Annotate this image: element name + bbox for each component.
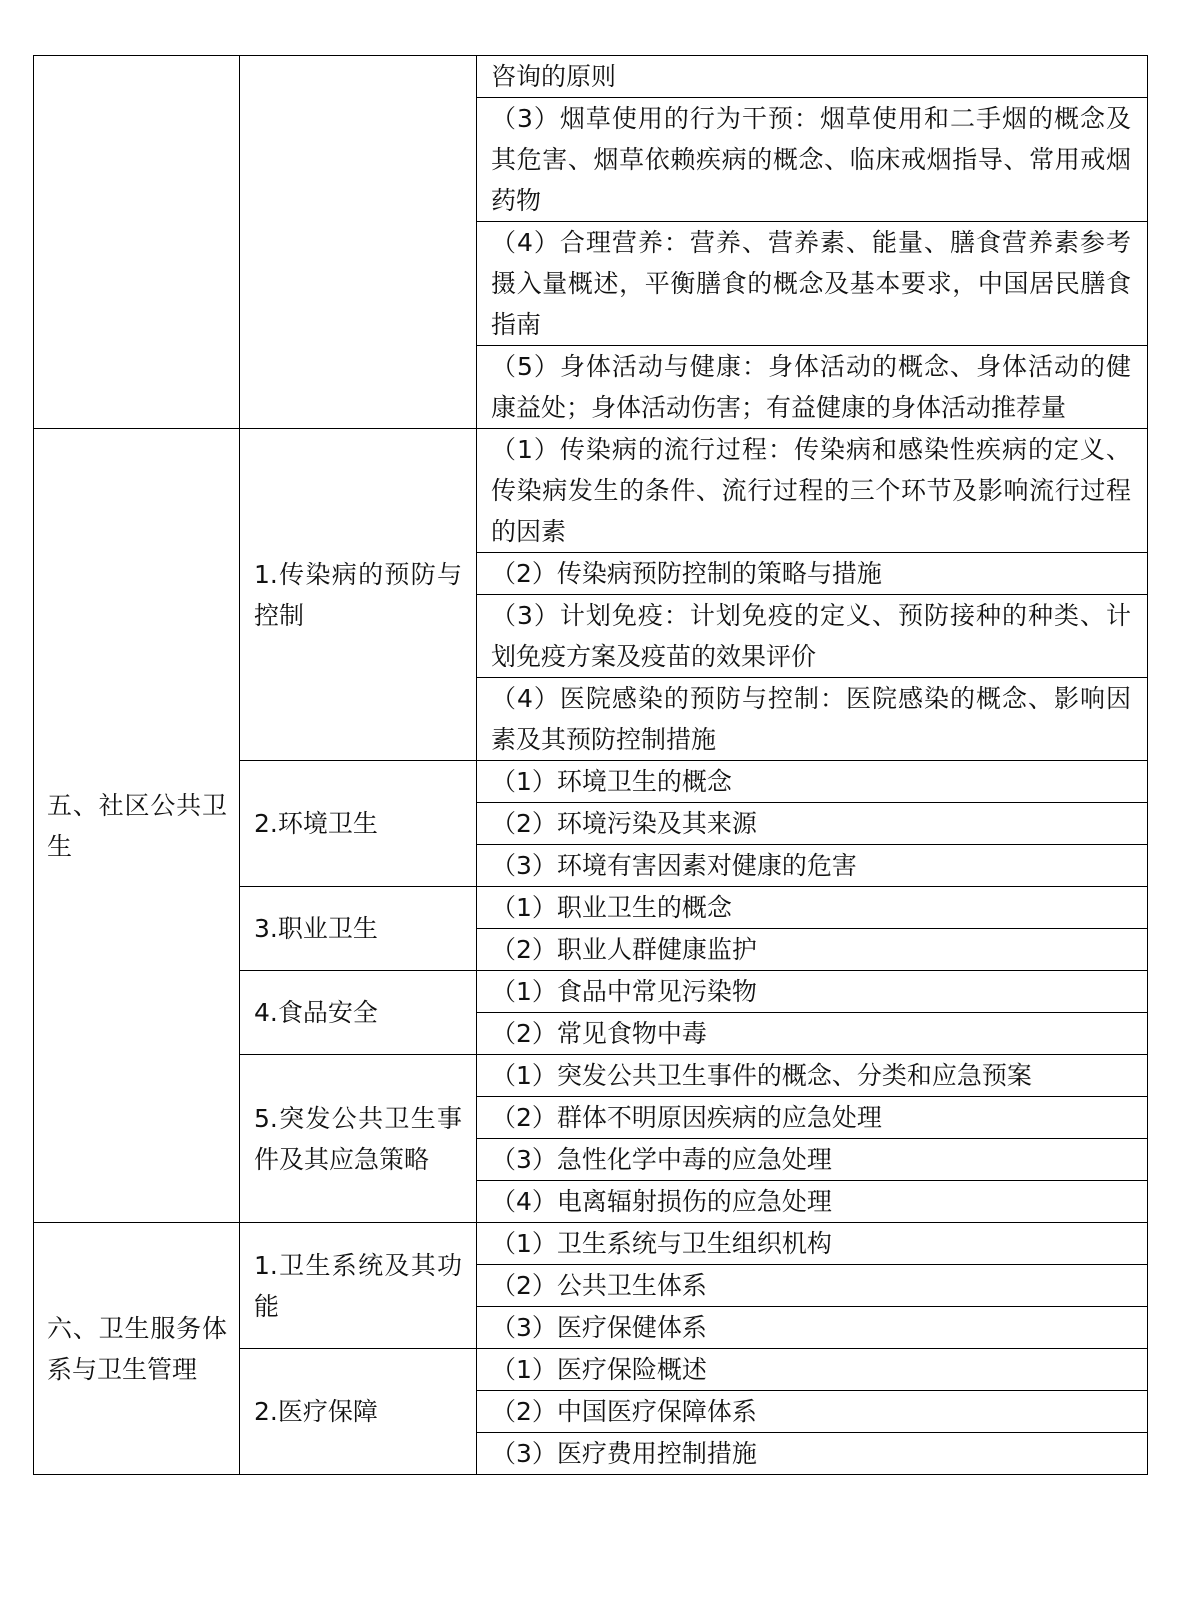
content-item-cell: （1）医疗保险概述 bbox=[477, 1349, 1148, 1391]
content-item-cell: （4）医院感染的预防与控制：医院感染的概念、影响因素及其预防控制措施 bbox=[477, 678, 1148, 761]
topic-title-cell: 3.职业卫生 bbox=[240, 887, 477, 971]
content-item-cell: （3）医疗保健体系 bbox=[477, 1307, 1148, 1349]
content-item-cell: （1）卫生系统与卫生组织机构 bbox=[477, 1223, 1148, 1265]
content-item-cell: （2）公共卫生体系 bbox=[477, 1265, 1148, 1307]
content-item-cell: （1）传染病的流行过程：传染病和感染性疾病的定义、传染病发生的条件、流行过程的三个环节及影响流行过程的因素 bbox=[477, 429, 1148, 553]
topic-title-cell: 1.卫生系统及其功能 bbox=[240, 1223, 477, 1349]
content-item-cell: （1）突发公共卫生事件的概念、分类和应急预案 bbox=[477, 1055, 1148, 1097]
content-item-cell: （2）常见食物中毒 bbox=[477, 1013, 1148, 1055]
topic-title-cell: 2.环境卫生 bbox=[240, 761, 477, 887]
content-item-cell: （2）中国医疗保障体系 bbox=[477, 1391, 1148, 1433]
content-item-cell: （4）合理营养：营养、营养素、能量、膳食营养素参考摄入量概述，平衡膳食的概念及基本要求，中国居民膳食指南 bbox=[477, 222, 1148, 346]
section-title-cell: 五、社区公共卫生 bbox=[34, 429, 240, 1223]
content-item-cell: 咨询的原则 bbox=[477, 56, 1148, 98]
syllabus-table bbox=[33, 55, 1148, 1475]
table-row bbox=[34, 1223, 1148, 1265]
content-item-cell: （4）电离辐射损伤的应急处理 bbox=[477, 1181, 1148, 1223]
table-row bbox=[34, 429, 1148, 553]
content-item-cell: （5）身体活动与健康：身体活动的概念、身体活动的健康益处；身体活动伤害；有益健康的身体活动推荐量 bbox=[477, 346, 1148, 429]
topic-title-cell: 5.突发公共卫生事件及其应急策略 bbox=[240, 1055, 477, 1223]
content-item-cell: （3）计划免疫：计划免疫的定义、预防接种的种类、计划免疫方案及疫苗的效果评价 bbox=[477, 595, 1148, 678]
content-item-cell: （2）传染病预防控制的策略与措施 bbox=[477, 553, 1148, 595]
content-item-cell: （2）职业人群健康监护 bbox=[477, 929, 1148, 971]
content-item-cell: （3）烟草使用的行为干预：烟草使用和二手烟的概念及其危害、烟草依赖疾病的概念、临床戒烟指导、常用戒烟药物 bbox=[477, 98, 1148, 222]
content-item-cell: （1）职业卫生的概念 bbox=[477, 887, 1148, 929]
content-item-cell: （3）环境有害因素对健康的危害 bbox=[477, 845, 1148, 887]
content-item-cell: （2）环境污染及其来源 bbox=[477, 803, 1148, 845]
syllabus-table-body bbox=[34, 56, 1148, 1475]
content-item-cell: （2）群体不明原因疾病的应急处理 bbox=[477, 1097, 1148, 1139]
section-title-cell: 六、卫生服务体系与卫生管理 bbox=[34, 1223, 240, 1475]
content-item-cell: （3）医疗费用控制措施 bbox=[477, 1433, 1148, 1475]
topic-title-cell: 1.传染病的预防与控制 bbox=[240, 429, 477, 761]
topic-title-cell: 4.食品安全 bbox=[240, 971, 477, 1055]
content-item-cell: （1）环境卫生的概念 bbox=[477, 761, 1148, 803]
section-title-cell bbox=[34, 56, 240, 429]
topic-title-cell bbox=[240, 56, 477, 429]
content-item-cell: （3）急性化学中毒的应急处理 bbox=[477, 1139, 1148, 1181]
content-item-cell: （1）食品中常见污染物 bbox=[477, 971, 1148, 1013]
topic-title-cell: 2.医疗保障 bbox=[240, 1349, 477, 1475]
table-row bbox=[34, 56, 1148, 98]
